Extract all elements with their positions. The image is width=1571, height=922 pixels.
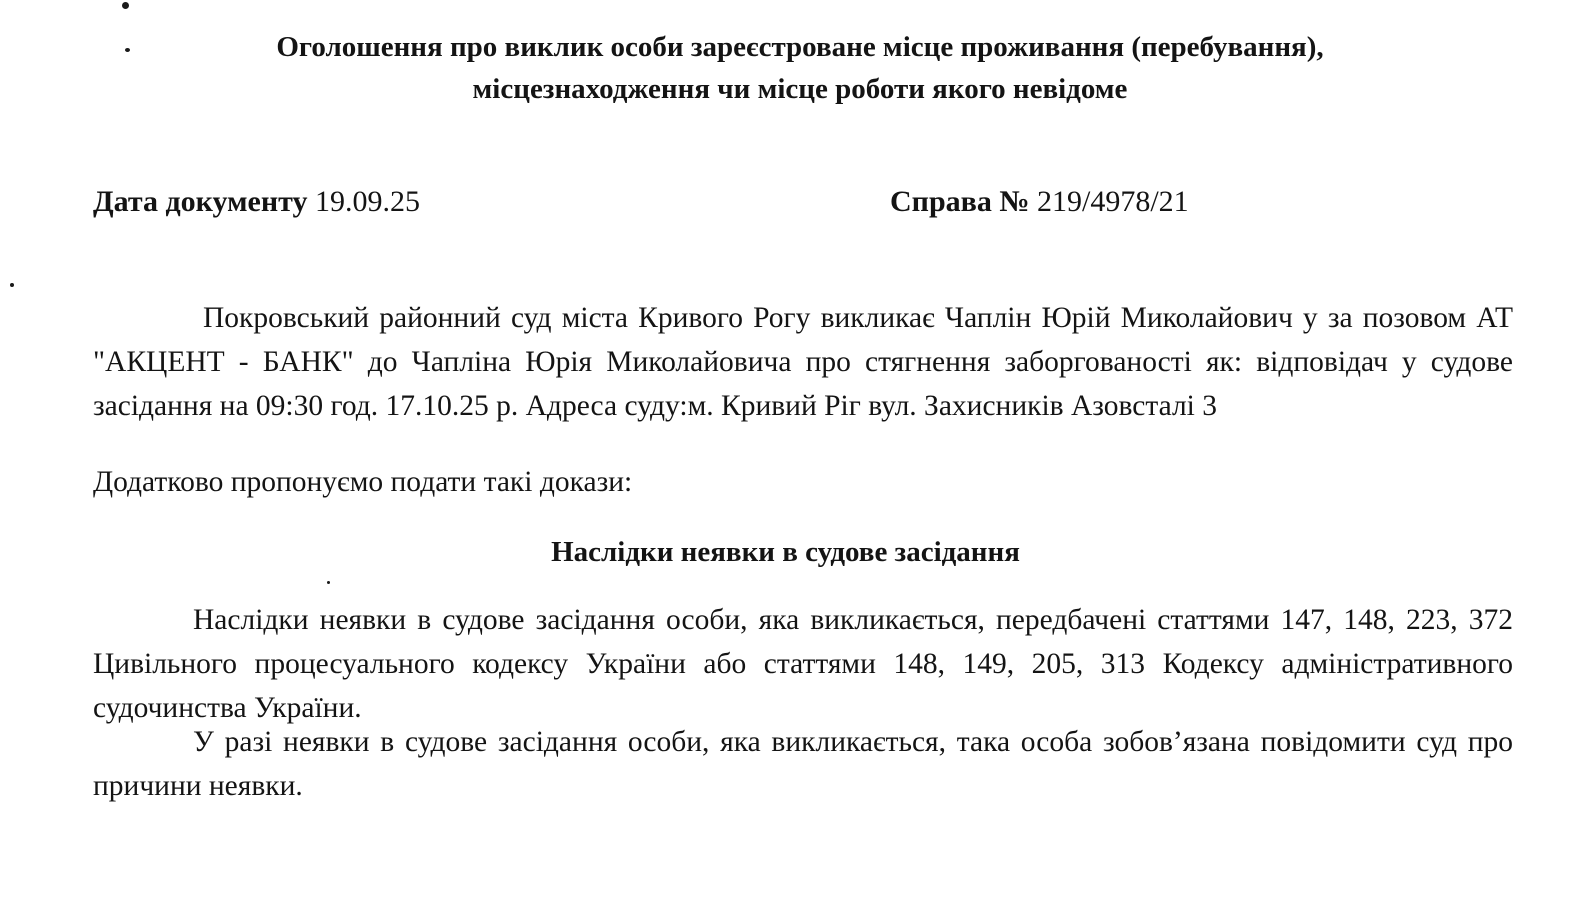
scan-speck bbox=[327, 581, 330, 584]
date-value: 19.09.25 bbox=[314, 185, 420, 218]
title-line-1: Оголошення про виклик особи зареєстроване місце проживання (перебування), bbox=[276, 31, 1324, 63]
scan-speck bbox=[10, 283, 14, 287]
duty-paragraph: У разі неявки в судове засідання особи, яка викликається, така особа зобов’язана повідомити суд про причини неявки. bbox=[93, 726, 1513, 802]
title-line-2: місцезнаходження чи місце роботи якого невідоме bbox=[472, 73, 1128, 105]
date-label: Дата документу bbox=[93, 185, 308, 218]
consequences-heading: Наслідки неявки в судове засідання bbox=[551, 536, 1020, 568]
document-date bbox=[93, 182, 420, 222]
case-number bbox=[890, 182, 1189, 222]
consequences-paragraph: Наслідки неявки в судове засідання особи, яка викликається, передбачені статтями 147, 148, 223, 372 Цивільного процесуального кодексу України або статтями 148, 149, 205, 313 Кодексу адміністративного судочинства України. bbox=[93, 604, 1513, 724]
case-label: Справа № bbox=[890, 185, 1030, 218]
case-value: 219/4978/21 bbox=[1036, 185, 1189, 218]
document-title bbox=[60, 26, 1540, 110]
evidence-line: Додатково пропонуємо подати такі докази: bbox=[93, 466, 633, 498]
summons-paragraph: Покровський районний суд міста Кривого Рогу викликає Чаплін Юрій Миколайович у за позовом АТ "АКЦЕНТ - БАНК" до Чапліна Юрія Миколайовича про стягнення заборгованості як: відповідач у судове засідання на 09:30 год. 17.10.25 р. Адреса суду:м. Кривий Ріг вул. Захисників Азовсталі 3 bbox=[93, 302, 1513, 422]
scan-speck bbox=[122, 2, 129, 9]
